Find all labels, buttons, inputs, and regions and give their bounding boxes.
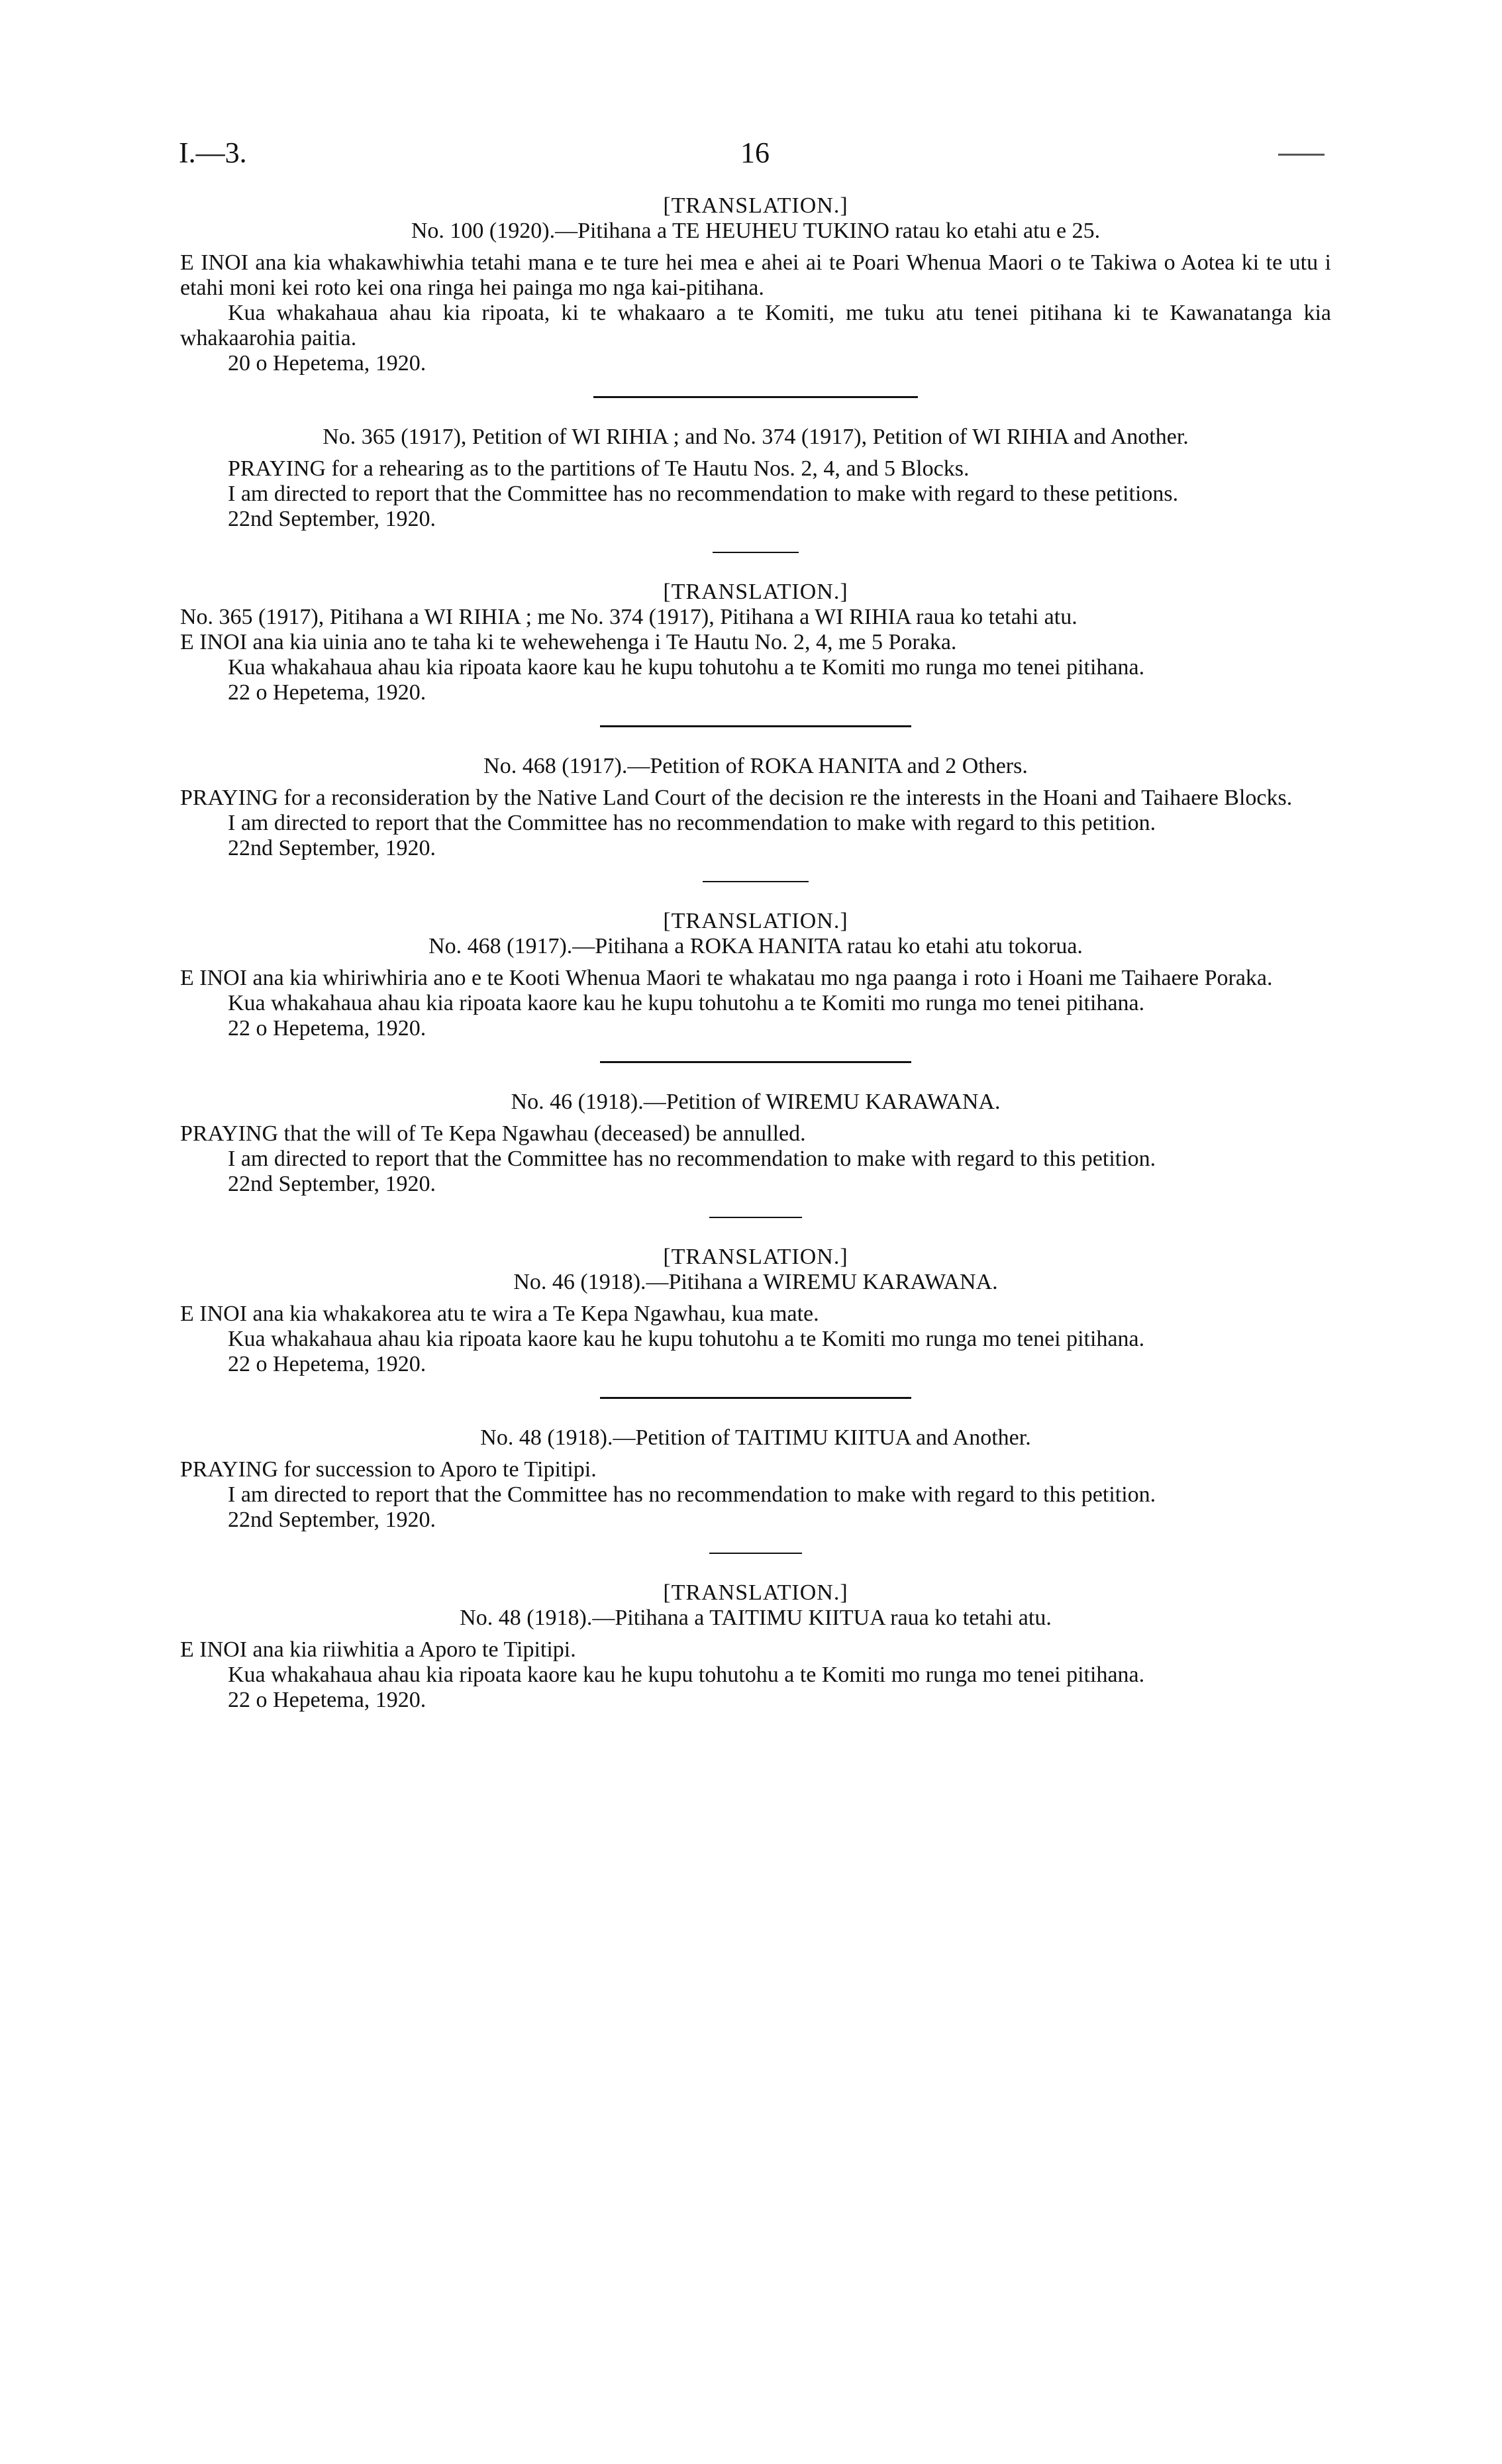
- section-date: 22nd September, 1920.: [228, 1508, 436, 1532]
- paragraph: PRAYING that the will of Te Kepa Ngawhau (deceased) be annulled.: [180, 1121, 806, 1146]
- section-divider: [600, 1397, 911, 1399]
- paragraph: Kua whakahaua ahau kia ripoata kaore kau he kupu tohutohu a te Komiti mo runga mo tenei pitihana.: [228, 1327, 1145, 1351]
- translation-label: [TRANSLATION.]: [663, 1580, 848, 1605]
- section-date: 20 o Hepetema, 1920.: [228, 351, 426, 376]
- page-header: [179, 136, 1331, 176]
- petition-section: [180, 754, 1331, 861]
- paragraph: I am directed to report that the Committee has no recommendation to make with regard to this petition.: [228, 1482, 1156, 1507]
- page-number: 16: [740, 136, 770, 169]
- section-title: No. 48 (1918).—Pitihana a TAITIMU KIITUA raua ko tetahi atu.: [460, 1606, 1052, 1630]
- section-divider: [593, 396, 918, 398]
- paragraph: I am directed to report that the Committee has no recommendation to make with regard to this petition.: [228, 1147, 1156, 1171]
- paragraph: Kua whakahaua ahau kia ripoata kaore kau he kupu tohutohu a te Komiti mo runga mo tenei pitihana.: [228, 991, 1145, 1015]
- petition-section: [180, 425, 1331, 532]
- translation-section: [180, 909, 1331, 1041]
- paragraph: E INOI ana kia whiriwhiria ano e te Kooti Whenua Maori te whakatau mo nga paanga i roto i Hoani me Taihaere Poraka.: [180, 966, 1273, 990]
- section-date: 22 o Hepetema, 1920.: [228, 680, 426, 705]
- section-title: No. 468 (1917).—Pitihana a ROKA HANITA ratau ko etahi atu tokorua.: [428, 934, 1083, 958]
- section-title: No. 46 (1918).—Pitihana a WIREMU KARAWANA.: [513, 1270, 998, 1294]
- section-title: No. 468 (1917).—Petition of ROKA HANITA and 2 Others.: [483, 754, 1028, 778]
- paragraph: E INOI ana kia whakakorea atu te wira a Te Kepa Ngawhau, kua mate.: [180, 1302, 819, 1326]
- translation-section: [180, 1580, 1331, 1713]
- section-title: No. 46 (1918).—Petition of WIREMU KARAWANA.: [511, 1090, 1001, 1114]
- section-divider: [600, 1061, 911, 1063]
- paragraph: I am directed to report that the Committee has no recommendation to make with regard to these petitions.: [228, 482, 1179, 506]
- section-divider: [600, 725, 911, 727]
- section-title: No. 365 (1917), Petition of WI RIHIA ; and No. 374 (1917), Petition of WI RIHIA and Another.: [323, 425, 1189, 449]
- petition-section: [180, 1425, 1331, 1533]
- document-body: [180, 193, 1331, 1713]
- translation-section: [180, 1245, 1331, 1377]
- paragraph: E INOI ana kia riiwhitia a Aporo te Tipitipi.: [180, 1637, 576, 1662]
- section-divider: [709, 1217, 802, 1218]
- section-title: No. 100 (1920).—Pitihana a TE HEUHEU TUKINO ratau ko etahi atu e 25.: [411, 219, 1101, 243]
- paragraph: E INOI ana kia uinia ano te taha ki te wehewehenga i Te Hautu No. 2, 4, me 5 Poraka.: [180, 630, 957, 654]
- paragraph: PRAYING for succession to Aporo te Tipitipi.: [180, 1457, 597, 1482]
- document-code: I.—3.: [179, 136, 247, 169]
- paragraph: E INOI ana kia whakawhiwhia tetahi mana e te ture hei mea e ahei ai te Poari Whenua Maori o te Takiwa o Aotea ki te utu i etahi moni kei roto kei ona ringa hei painga mo nga kai-pitihana.: [180, 250, 1331, 300]
- paragraph: Kua whakahaua ahau kia ripoata kaore kau he kupu tohutohu a te Komiti mo runga mo tenei pitihana.: [228, 1663, 1145, 1687]
- translation-label: [TRANSLATION.]: [663, 909, 848, 933]
- section-divider: [713, 552, 799, 553]
- section-title: No. 365 (1917), Pitihana a WI RIHIA ; me No. 374 (1917), Pitihana a WI RIHIA raua ko tetahi atu.: [180, 605, 1077, 629]
- section-date: 22nd September, 1920.: [228, 836, 436, 860]
- section-date: 22 o Hepetema, 1920.: [228, 1688, 426, 1712]
- section-divider: [703, 881, 809, 882]
- section-date: 22 o Hepetema, 1920.: [228, 1352, 426, 1376]
- petition-section: [180, 1090, 1331, 1197]
- translation-label: [TRANSLATION.]: [663, 580, 848, 604]
- section-title: No. 48 (1918).—Petition of TAITIMU KIITUA and Another.: [480, 1425, 1031, 1450]
- translation-section: [180, 193, 1331, 376]
- paragraph: PRAYING for a reconsideration by the Native Land Court of the decision re the interests in the Hoani and Taihaere Blocks.: [180, 786, 1293, 810]
- paragraph: Kua whakahaua ahau kia ripoata kaore kau he kupu tohutohu a te Komiti mo runga mo tenei pitihana.: [228, 655, 1145, 680]
- paragraph: Kua whakahaua ahau kia ripoata, ki te whakaaro a te Komiti, me tuku atu tenei pitihana ki te Kawanatanga kia whakaarohia paitia.: [180, 301, 1331, 350]
- translation-label: [TRANSLATION.]: [663, 1245, 848, 1269]
- section-date: 22nd September, 1920.: [228, 507, 436, 531]
- paragraph: PRAYING for a rehearing as to the partitions of Te Hautu Nos. 2, 4, and 5 Blocks.: [228, 456, 970, 481]
- translation-label: [TRANSLATION.]: [663, 193, 848, 218]
- section-date: 22 o Hepetema, 1920.: [228, 1016, 426, 1041]
- section-date: 22nd September, 1920.: [228, 1172, 436, 1196]
- paragraph: I am directed to report that the Committee has no recommendation to make with regard to this petition.: [228, 811, 1156, 835]
- header-dash: [1278, 154, 1325, 156]
- section-divider: [709, 1553, 802, 1554]
- translation-section: [180, 580, 1331, 705]
